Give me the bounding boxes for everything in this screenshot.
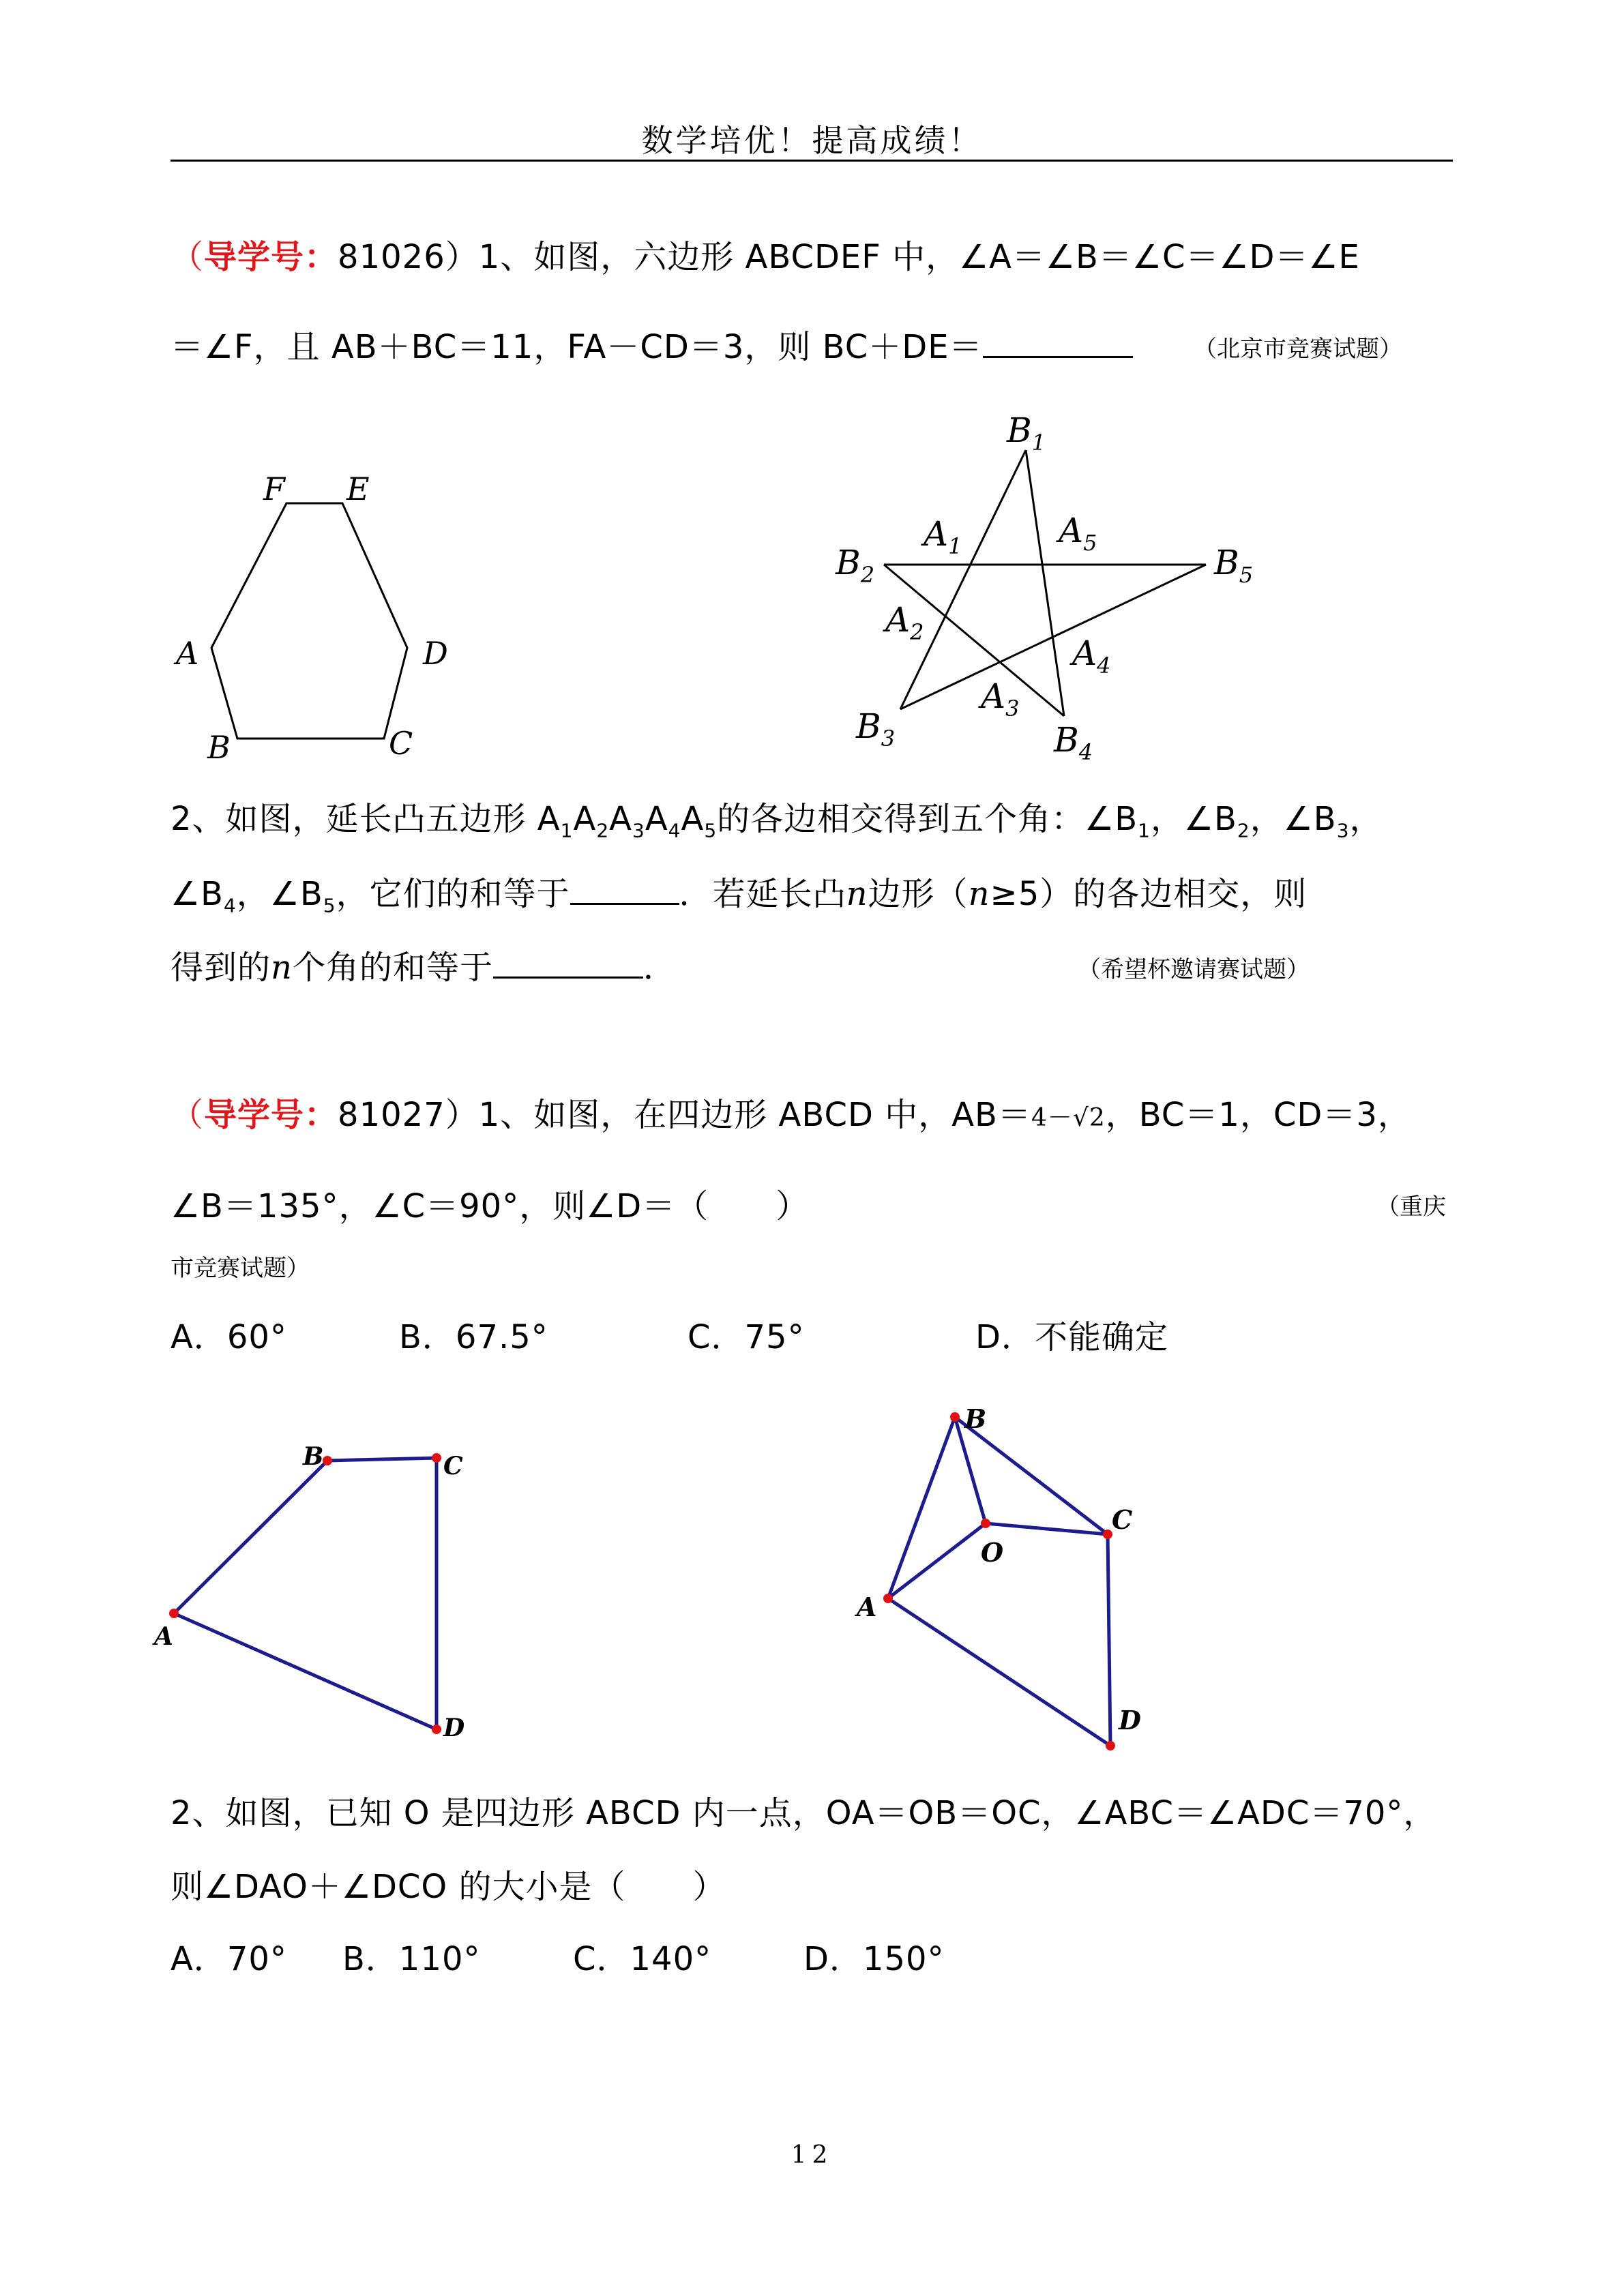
q2-text-a: 2、如图，延长凸五边形 A	[171, 800, 561, 838]
section2-label: 导学号：	[204, 1096, 338, 1134]
section1-number: 81026）	[338, 238, 479, 276]
hexagon-label-d: D	[423, 635, 448, 672]
q2-text: ≥5）的各边相交，则	[990, 875, 1308, 913]
section2-q1-source-b: 市竞赛试题）	[171, 1255, 310, 1282]
quad2-label-b: B	[964, 1403, 987, 1434]
quad1-label-d: D	[443, 1714, 465, 1742]
q2-vertex: A	[573, 800, 597, 838]
section2-q1-option-b: B．67.5°	[399, 1318, 548, 1356]
section2-q2-option-c: C．140°	[573, 1940, 712, 1978]
q2-text: ，∠B	[1150, 800, 1237, 838]
q2-text: 得到的	[171, 949, 271, 987]
point-b2	[950, 1412, 960, 1422]
section2-q2-option-a: A．70°	[171, 1940, 287, 1978]
section1-q1-text-line2: ＝∠F，且 AB＋BC＝11，FA－CD＝3，则 BC＋DE＝	[171, 328, 983, 366]
section1-open-paren: （	[171, 238, 205, 276]
quad2-label-c: C	[1112, 1504, 1133, 1535]
hexagon-label-e: E	[346, 471, 370, 507]
page-number: 12	[791, 2141, 833, 2169]
section2-q2-line1: 2、如图，已知 O 是四边形 ABCD 内一点，OA＝OB＝OC，∠ABC＝∠ADC＝70°，	[171, 1794, 1437, 1832]
q2-sub: 2	[596, 819, 610, 842]
point-a2	[883, 1594, 893, 1603]
star-label-a2: $A_2$	[885, 600, 924, 645]
q2-text: ．若延长凸	[679, 875, 846, 913]
section2-q2-option-d: D．150°	[803, 1940, 945, 1978]
page-header-title: 数学培优！提高成绩！	[641, 122, 983, 159]
section2-q2-option-b: B．110°	[342, 1940, 481, 1978]
star-label-a3: $A_3$	[981, 676, 1020, 721]
segment-oc	[986, 1523, 1108, 1534]
q2-text: 个角的和等于	[292, 949, 493, 987]
star-label-b4: $B_4$	[1054, 720, 1093, 765]
quad1-label-b: B	[303, 1442, 324, 1471]
q2-vertex: A	[645, 800, 668, 838]
section2-q1-option-c: C．75°	[688, 1318, 805, 1356]
q2-n: n	[846, 875, 868, 913]
quad2-label-a: A	[857, 1592, 877, 1622]
ab-value: 4－√2	[1031, 1104, 1106, 1132]
section2-q1-text-b: ，BC＝1，CD＝3，	[1105, 1096, 1411, 1134]
q2-sub: 3	[632, 819, 645, 842]
section2-q1-option-d: D．不能确定	[975, 1318, 1168, 1356]
section1-q2-source: （希望杯邀请赛试题）	[1078, 956, 1310, 983]
q2-text: ，	[1349, 800, 1383, 838]
q2-sub: 3	[1336, 819, 1350, 842]
quad1-label-c: C	[443, 1452, 463, 1480]
q2-vertex: A	[681, 800, 705, 838]
star-label-b2: $B_2$	[836, 543, 875, 588]
section2-number: 81027）	[338, 1096, 479, 1134]
star-label-b3: $B_3$	[856, 706, 896, 751]
hexagon-label-f: F	[263, 471, 285, 507]
star-label-b5: $B_5$	[1214, 543, 1254, 588]
hexagon-label-c: C	[389, 725, 413, 762]
q2-text: 边形（	[868, 875, 969, 913]
section1-q1-source: （北京市竞赛试题）	[1194, 336, 1402, 363]
q2-n: n	[968, 875, 990, 913]
q2-sub: 4	[223, 894, 237, 917]
section2-open-paren: （	[171, 1096, 205, 1134]
point-c2	[1103, 1530, 1112, 1539]
point-o	[981, 1519, 990, 1528]
section1-label: 导学号：	[204, 238, 338, 276]
hexagon-label-a: A	[176, 635, 199, 672]
point-d2	[1106, 1741, 1115, 1750]
q2-text: ．	[643, 949, 677, 987]
q2-text: ∠B	[171, 875, 224, 913]
q2-vertex: A	[609, 800, 632, 838]
star-label-b1: $B_1$	[1007, 411, 1046, 456]
section2-q1-option-a: A．60°	[171, 1318, 287, 1356]
section2-q1-line2: ∠B＝135°，∠C＝90°，则∠D＝（ ）	[171, 1187, 810, 1225]
hexagon-label-b: B	[207, 729, 231, 766]
quadrilateral-abcd2-shape	[888, 1417, 1110, 1746]
q2-sub: 1	[560, 819, 574, 842]
star-label-a4: $A_4$	[1072, 633, 1111, 679]
q2-text: ，它们的和等于	[336, 875, 570, 913]
q2-sub: 5	[323, 894, 336, 917]
section2-q2-line2: 则∠DAO＋∠DCO 的大小是（ ）	[171, 1868, 726, 1906]
q2-sub: 5	[704, 819, 718, 842]
q2-sub: 4	[668, 819, 681, 842]
section2-q1-source-a: （重庆	[1376, 1193, 1446, 1221]
quad2-label-d: D	[1119, 1705, 1141, 1735]
q2-text-b: 的各边相交得到五个角：∠B	[717, 800, 1138, 838]
section2-q1-text-a: 1、如图，在四边形 ABCD 中，AB＝	[478, 1096, 1031, 1134]
star-label-a5: $A_5$	[1059, 511, 1097, 556]
section1-q1-text-line1: 1、如图，六边形 ABCDEF 中，∠A＝∠B＝∠C＝∠D＝∠E	[478, 238, 1360, 276]
q2-n: n	[271, 949, 293, 987]
quad2-label-o: O	[981, 1537, 1004, 1568]
star-label-a1: $A_1$	[924, 514, 962, 559]
quad1-label-a: A	[154, 1622, 173, 1651]
q2-sub: 1	[1138, 819, 1151, 842]
q2-sub: 2	[1237, 819, 1250, 842]
q2-text: ，∠B	[1250, 800, 1337, 838]
q2-text: ，∠B	[236, 875, 323, 913]
